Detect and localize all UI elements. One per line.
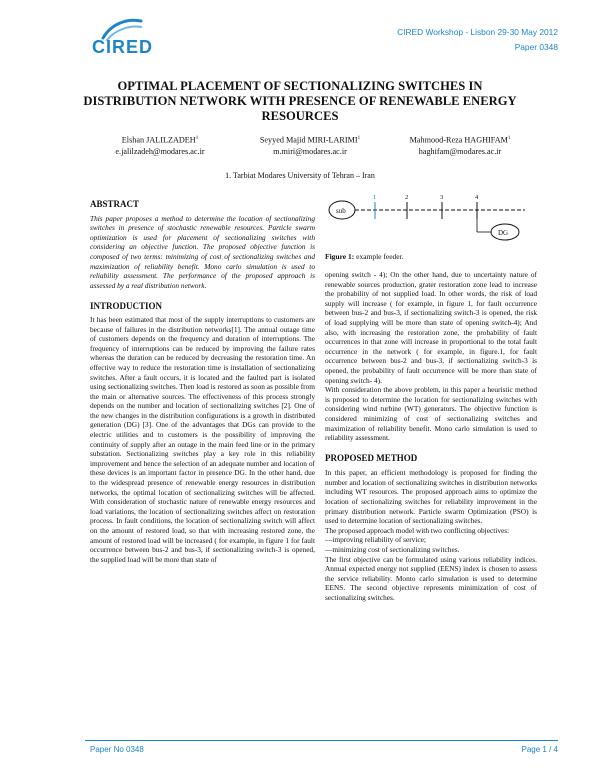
right-para-5: The first objective can be formulated using various reliability indices. Annual expected energy not supplied (EENS) index is chosen to assess the service reliability. Monto carlo simulation is used to determine EENS. The second objective represents minimization of cost of sectionalizing switches. [325, 554, 537, 602]
bullet-1: —improving reliability of service; [325, 535, 426, 545]
switch-4 [475, 194, 479, 219]
logo-text: CIRED [92, 37, 154, 57]
switch-2 [405, 194, 408, 219]
bus-label: 4 [475, 194, 479, 201]
right-para-4: The proposed approach model with two conflicting objectives: [325, 525, 510, 535]
substation-label: sub [336, 207, 346, 215]
introduction-heading: INTRODUCTION [90, 301, 163, 312]
bus-label: 3 [440, 194, 444, 201]
footer-rule [85, 740, 558, 741]
left-column [90, 200, 315, 564]
introduction-text: It has been estimated that most of the supply interruptions to customers are because of failures in the distribution networks[1]. The annual outage time of customers depends on the frequency and duration of interruptions. The frequency of interruptions can be reduced by improving the failure rates whereas the duration can be reduced by decreasing the restoration time. An effective way to reduce the restoration time is installation of sectionalizing switches. After a fault occurs, it is located and the faulted part is isolated using sectionalizing switches. Then load is restored as soon as possible from the main or alternative sources. The effectiveness of this process strongly depends on the number and location of sectionalizing switches [2]. One of the new changes in the distribution configurations is a growth in distributed generation (DG) [3]. One of the advantages that DGs can provide to the electric utilities and to customers is the possibility of improving the continuity of supply after an outage in the main feed line or in the primary substation. Sectionalizing switches play a key role in this reliability improvement and hence the selection of an adequate number and location of these devices is an important factor in presence DG. In the other hand, due to the widespread presence of renewable energy resources in distribution networks, the optimal location of sectionalizing switches will be affected. With consideration of stochastic nature of renewable energy resources and load variations, the location of sectionalizing switches affect on restoration process. In fault conditions, the location of sectionalizing switch will affect on the amount of restored load, so that with increasing restored zone, the amount of restored load will be increased ( for example, in figure 1 for fault occurrence between bus-2 and bus-3, if sectionalizing switch-3 is opened, the supplied load will be more than state of [90, 314, 315, 564]
paper-title: OPTIMAL PLACEMENT OF SECTIONALIZING SWITCHES IN DISTRIBUTION NETWORK WITH PRESENCE OF RENEWABLE ENERGY RESOURCES [83, 79, 517, 123]
right-para-3: In this paper, an efficient methodology is proposed for finding the number and location of sectionalizing switches in distribution networks including WT resources. The proposed approach aims to optimize the location of sectionalizing switches for reliability improvement in the primary distribution network. Particle swarm Optimization (PSO) is used to determine location of sectionalizing switches. [325, 468, 537, 526]
bullet-2: —minimizing cost of sectionalizing switches. [325, 545, 460, 555]
right-para-1: opening switch - 4); On the other hand, due to uncertainty nature of renewable sources production, grater restoration zone lead to increase the probability of not supplied load. In other words, the risk of load supply will increase ( for example, in figure 1, for fault occurrence between bus-2 and bus-3, if sectionalizing switch-3 is opened, the risk of load supplying will be more than state of opening switch-4); And also, with increasing the restoration zone, the probability of fault occurrences in that zone will increase in proportional to the total fault occurrence in the network ( for example, in figure.1, for fault occurrence between bus-2 and bus-3, if sectionalizing switch-3 is opened, the probability of fault occurrence will be more than state of opening switch- 4). [325, 270, 537, 385]
proposed-method-heading: PROPOSED METHOD [325, 452, 418, 463]
footer-paper-number: Paper No 0348 [90, 745, 144, 754]
author-name: Elshan JALILZADEH [121, 135, 196, 145]
abstract-text: This paper proposes a method to determine the location of sectionalizing switches in presence of stochastic renewable resources. Particle swarm optimization is used for placement of sectionalizing switches with considering an objective function. The proposed objective function is composed of two terms: minimizing of cost of sectionalizing switches and maximization of reliability benefit. Mono carlo simulation is used to reliability assessment. The performance of the proposed approach is assessed by a real distribution network. [90, 213, 315, 290]
right-column [325, 270, 537, 603]
switch-1 [373, 194, 376, 219]
footer-page-number: Page 1 / 4 [521, 745, 558, 754]
author-2: Seyyed Majid MIRI-LARIMI$^1$ m.miri@modares.ac.ir [235, 133, 385, 157]
author-name: Seyyed Majid MIRI-LARIMI [259, 135, 358, 145]
author-name: Mahmood-Reza HAGHIFAM [409, 135, 508, 145]
dg-label: DG [498, 229, 509, 237]
author-3: Mahmood-Reza HAGHIFAM$^1$ haghifam@modares.ac.ir [385, 133, 535, 157]
abstract-heading: ABSTRACT [90, 199, 140, 209]
header-info [397, 25, 558, 55]
author-1: Elshan JALILZADEH$^1$ e.jalilzadeh@modares.ac.ir [85, 133, 235, 157]
figure-caption: Figure 1: example feeder. [325, 252, 404, 261]
author-email: haghifam@modares.ac.ir [418, 146, 502, 156]
author-email: m.miri@modares.ac.ir [273, 146, 347, 156]
workshop-line: CIRED Workshop - Lisbon 29-30 May 2012 [397, 27, 558, 37]
right-para-2: With consideration the above problem, in this paper a heuristic method is proposed to determine the location for sectionalizing switches with considering wind turbine (WT) generators. The objective function is considered minimizing of cost of sectionalizing switches and maximization of reliability benefit. Mono carlo simulation is used to reliability assessment. [325, 385, 537, 443]
affiliation: 1. Tarbiat Modares University of Tehran – Iran [225, 171, 375, 180]
bus-label: 2 [405, 194, 409, 201]
feeder-diagram [325, 190, 535, 248]
author-email: e.jalilzadeh@modares.ac.ir [115, 146, 205, 156]
switch-3 [440, 194, 443, 219]
paper-number: Paper 0348 [514, 42, 558, 52]
bus-label: 1 [373, 194, 377, 201]
